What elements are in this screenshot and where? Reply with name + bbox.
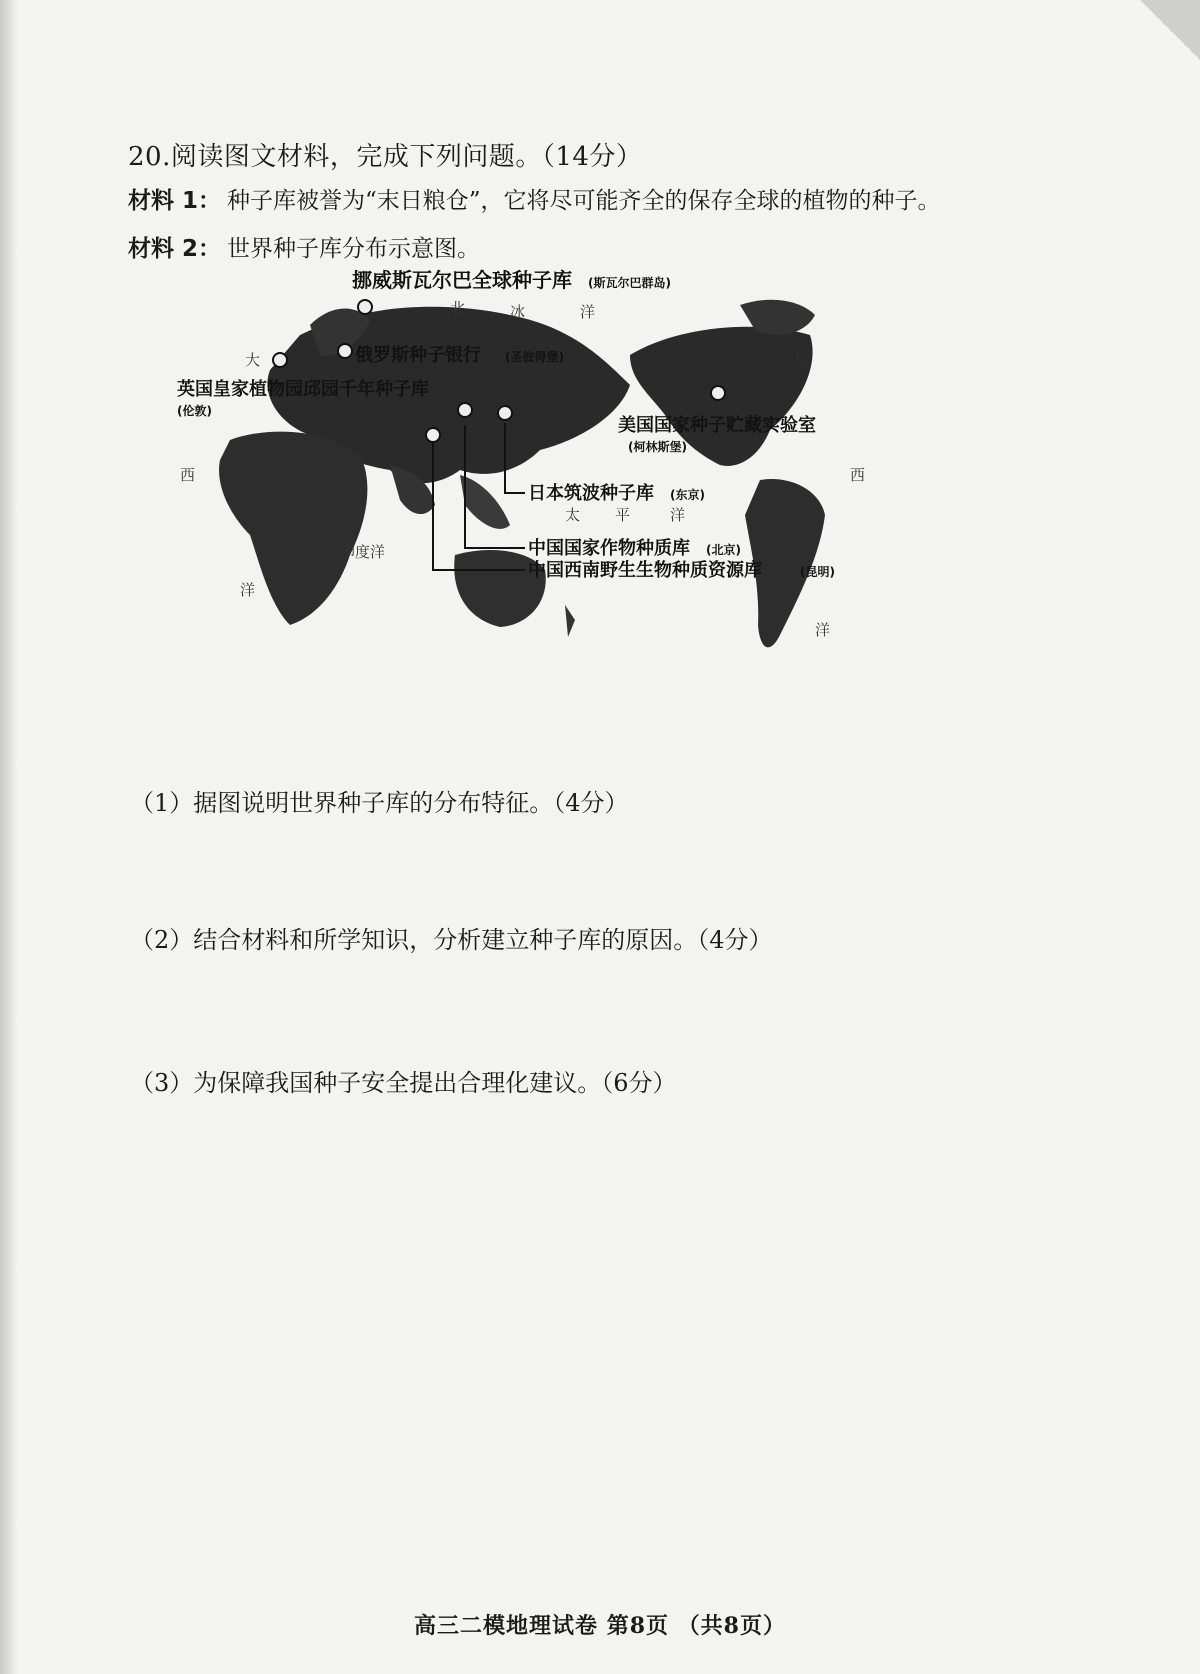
world-seed-bank-map <box>160 265 940 700</box>
pin-norway-icon <box>358 300 372 314</box>
sub-question-2: （2）结合材料和所学知识，分析建立种子库的原因。（4分） <box>130 926 773 954</box>
pin-uk-icon <box>273 353 287 367</box>
page-footer: 高三二模地理试卷 第8页 （共8页） <box>414 1613 786 1639</box>
material-2-label: 材料 2： <box>128 236 222 262</box>
ocean-atlantic-right-3: 洋 <box>815 621 831 639</box>
material-2-text: 世界种子库分布示意图。 <box>227 236 481 262</box>
pin-kunming-icon <box>426 428 440 442</box>
question-title: 20.阅读图文材料，完成下列问题。（14分） <box>128 142 643 172</box>
pin-tokyo-icon <box>498 406 512 420</box>
label-usa: 美国国家种子贮藏实验室 <box>618 415 816 436</box>
ocean-arctic-3: 洋 <box>580 303 596 321</box>
ocean-atlantic-left-1: 大 <box>245 351 261 369</box>
label-china-beijing-sub: (北京) <box>706 543 741 557</box>
pin-usa-icon <box>711 386 725 400</box>
material-2 <box>128 230 480 263</box>
page-edge-shadow <box>0 0 18 1674</box>
page-corner-fold <box>1140 0 1200 60</box>
ocean-atlantic-left-3: 洋 <box>240 581 256 599</box>
pin-beijing-icon <box>458 403 472 417</box>
ocean-pacific-3: 洋 <box>670 506 686 524</box>
label-japan: 日本筑波种子库 <box>528 483 654 504</box>
label-norway-sub: (斯瓦尔巴群岛) <box>588 276 671 290</box>
sub-question-3: （3）为保障我国种子安全提出合理化建议。（6分） <box>130 1069 677 1097</box>
ocean-atlantic-right-1: 大 <box>790 351 806 369</box>
material-1-label: 材料 1： <box>128 188 222 214</box>
ocean-atlantic-right-2: 西 <box>850 466 866 484</box>
pin-russia-icon <box>338 344 352 358</box>
label-china-sw: 中国西南野生生物种质资源库 <box>528 560 762 581</box>
label-china-sw-sub: (昆明) <box>800 565 835 579</box>
label-usa-sub: (柯林斯堡) <box>628 440 687 454</box>
material-1 <box>128 182 941 215</box>
ocean-indian: 印度洋 <box>340 543 386 561</box>
label-russia-sub: (圣彼得堡) <box>505 350 564 364</box>
label-norway: 挪威斯瓦尔巴全球种子库 <box>352 268 572 292</box>
label-uk-sub: (伦敦) <box>177 404 212 418</box>
ocean-pacific-1: 太 <box>565 506 581 524</box>
ocean-arctic-1: 北 <box>450 299 466 317</box>
ocean-pacific-2: 平 <box>615 506 631 524</box>
ocean-arctic-2: 冰 <box>510 303 526 321</box>
label-russia: 俄罗斯种子银行 <box>355 345 481 366</box>
ocean-atlantic-left-2: 西 <box>180 466 196 484</box>
world-map-svg <box>160 265 940 700</box>
label-china-beijing: 中国国家作物种质库 <box>528 538 690 559</box>
label-uk: 英国皇家植物园邱园千年种子库 <box>177 379 429 400</box>
label-japan-sub: (东京) <box>670 488 705 502</box>
material-1-text: 种子库被誉为“末日粮仓”，它将尽可能齐全的保存全球的植物的种子。 <box>227 188 941 214</box>
sub-question-1: （1）据图说明世界种子库的分布特征。（4分） <box>130 789 629 817</box>
